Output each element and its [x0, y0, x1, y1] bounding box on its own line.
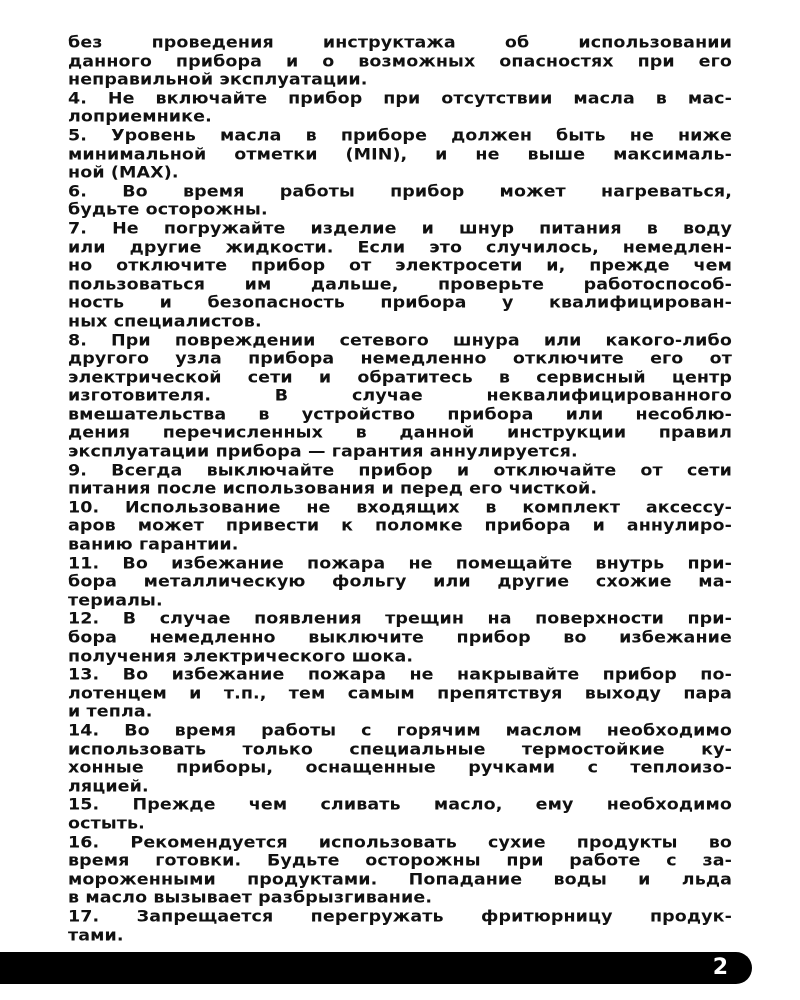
text-line: эксплуатации прибора — гарантия аннулируется. — [68, 442, 578, 462]
text-line: териалы. — [68, 591, 163, 611]
text-line: лотенцем и т.п., тем самым препятствуя выходу пара — [68, 684, 732, 704]
text-line: изготовителя. В случае неквалифицированного — [68, 387, 732, 406]
text-line: 14. Во время работы с горячим маслом необходимо — [68, 721, 732, 741]
text-line: вмешательства в устройство прибора или несоблю- — [68, 405, 732, 425]
text-line: неправильной эксплуатации. — [68, 71, 368, 90]
text-line: остыть. — [68, 814, 145, 834]
text-line: 5. Уровень масла в приборе должен быть не ниже — [68, 126, 732, 146]
text-line: 16. Рекомендуется использовать сухие продукты во — [68, 833, 732, 852]
text-line: 12. В случае появления трещин на поверхности при- — [68, 610, 732, 629]
text-line: хонные приборы, оснащенные ручками с теплоизо- — [68, 758, 732, 778]
text-line: 9. Всегда выключайте прибор и отключайте от сети — [68, 461, 732, 480]
text-line: бора немедленно выключите прибор во избежание — [68, 628, 732, 648]
text-line: ляцией. — [68, 777, 149, 796]
text-line: ванию гарантии. — [68, 535, 239, 555]
text-line: но отключите прибор от электросети и, прежде чем — [68, 256, 732, 276]
text-line: будьте осторожны. — [68, 201, 268, 220]
text-line: ной (MAX). — [68, 163, 179, 183]
text-line: питания после использования и перед его чисткой. — [68, 480, 598, 499]
text-line: 13. Во избежание пожара не накрывайте прибор по- — [68, 666, 732, 685]
text-line: лоприемнике. — [68, 108, 212, 127]
text-line: минимальной отметки (MIN), и не выше максималь- — [68, 145, 732, 164]
text-line: аров может привести к поломке прибора и аннулиро- — [68, 517, 732, 536]
footer-bar — [0, 952, 752, 984]
text-line: тами. — [68, 926, 124, 945]
text-line: 11. Во избежание пожара не помещайте внутрь при- — [68, 554, 732, 573]
text-line: 8. При повреждении сетевого шнура или какого-либо — [68, 331, 732, 350]
text-line: 4. Не включайте прибор при отсутствии масла в мас- — [68, 89, 732, 109]
text-line: 17. Запрещается перегружать фритюрницу продук- — [68, 907, 732, 927]
text-line: ных специалистов. — [68, 312, 262, 332]
text-line: 10. Использование не входящих в комплект аксессу- — [68, 498, 732, 518]
text-line: другого узла прибора немедленно отключите его от — [68, 349, 732, 369]
text-line: без проведения инструктажа об использовании — [68, 33, 732, 53]
text-line: использовать только специальные термостойкие ку- — [68, 740, 732, 759]
text-line: 15. Прежде чем сливать масло, ему необходимо — [68, 796, 732, 815]
text-line: и тепла. — [68, 703, 153, 722]
text-line: пользоваться им дальше, проверьте работоспособ- — [68, 275, 732, 294]
page-number: 2 — [712, 955, 728, 980]
text-line: бора металлическую фольгу или другие схожие ма- — [68, 573, 732, 592]
text-line: получения электрического шока. — [68, 647, 414, 666]
instruction-text-block — [68, 34, 732, 945]
text-line: время готовки. Будьте осторожны при работе с за- — [68, 851, 732, 871]
text-line: электрической сети и обратитесь в сервисный центр — [68, 368, 732, 387]
text-line: данного прибора и о возможных опасностях при его — [68, 52, 732, 71]
text-line: 7. Не погружайте изделие и шнур питания в воду — [68, 219, 732, 239]
text-line: дения перечисленных в данной инструкции правил — [68, 424, 732, 443]
text-line: 6. Во время работы прибор может нагреваться, — [68, 182, 732, 201]
text-line: мороженными продуктами. Попадание воды и льда — [68, 870, 732, 889]
text-line: ность и безопасность прибора у квалифицирован- — [68, 294, 732, 313]
text-line: или другие жидкости. Если это случилось, немедлен- — [68, 238, 732, 257]
text-line: в масло вызывает разбрызгивание. — [68, 889, 433, 908]
